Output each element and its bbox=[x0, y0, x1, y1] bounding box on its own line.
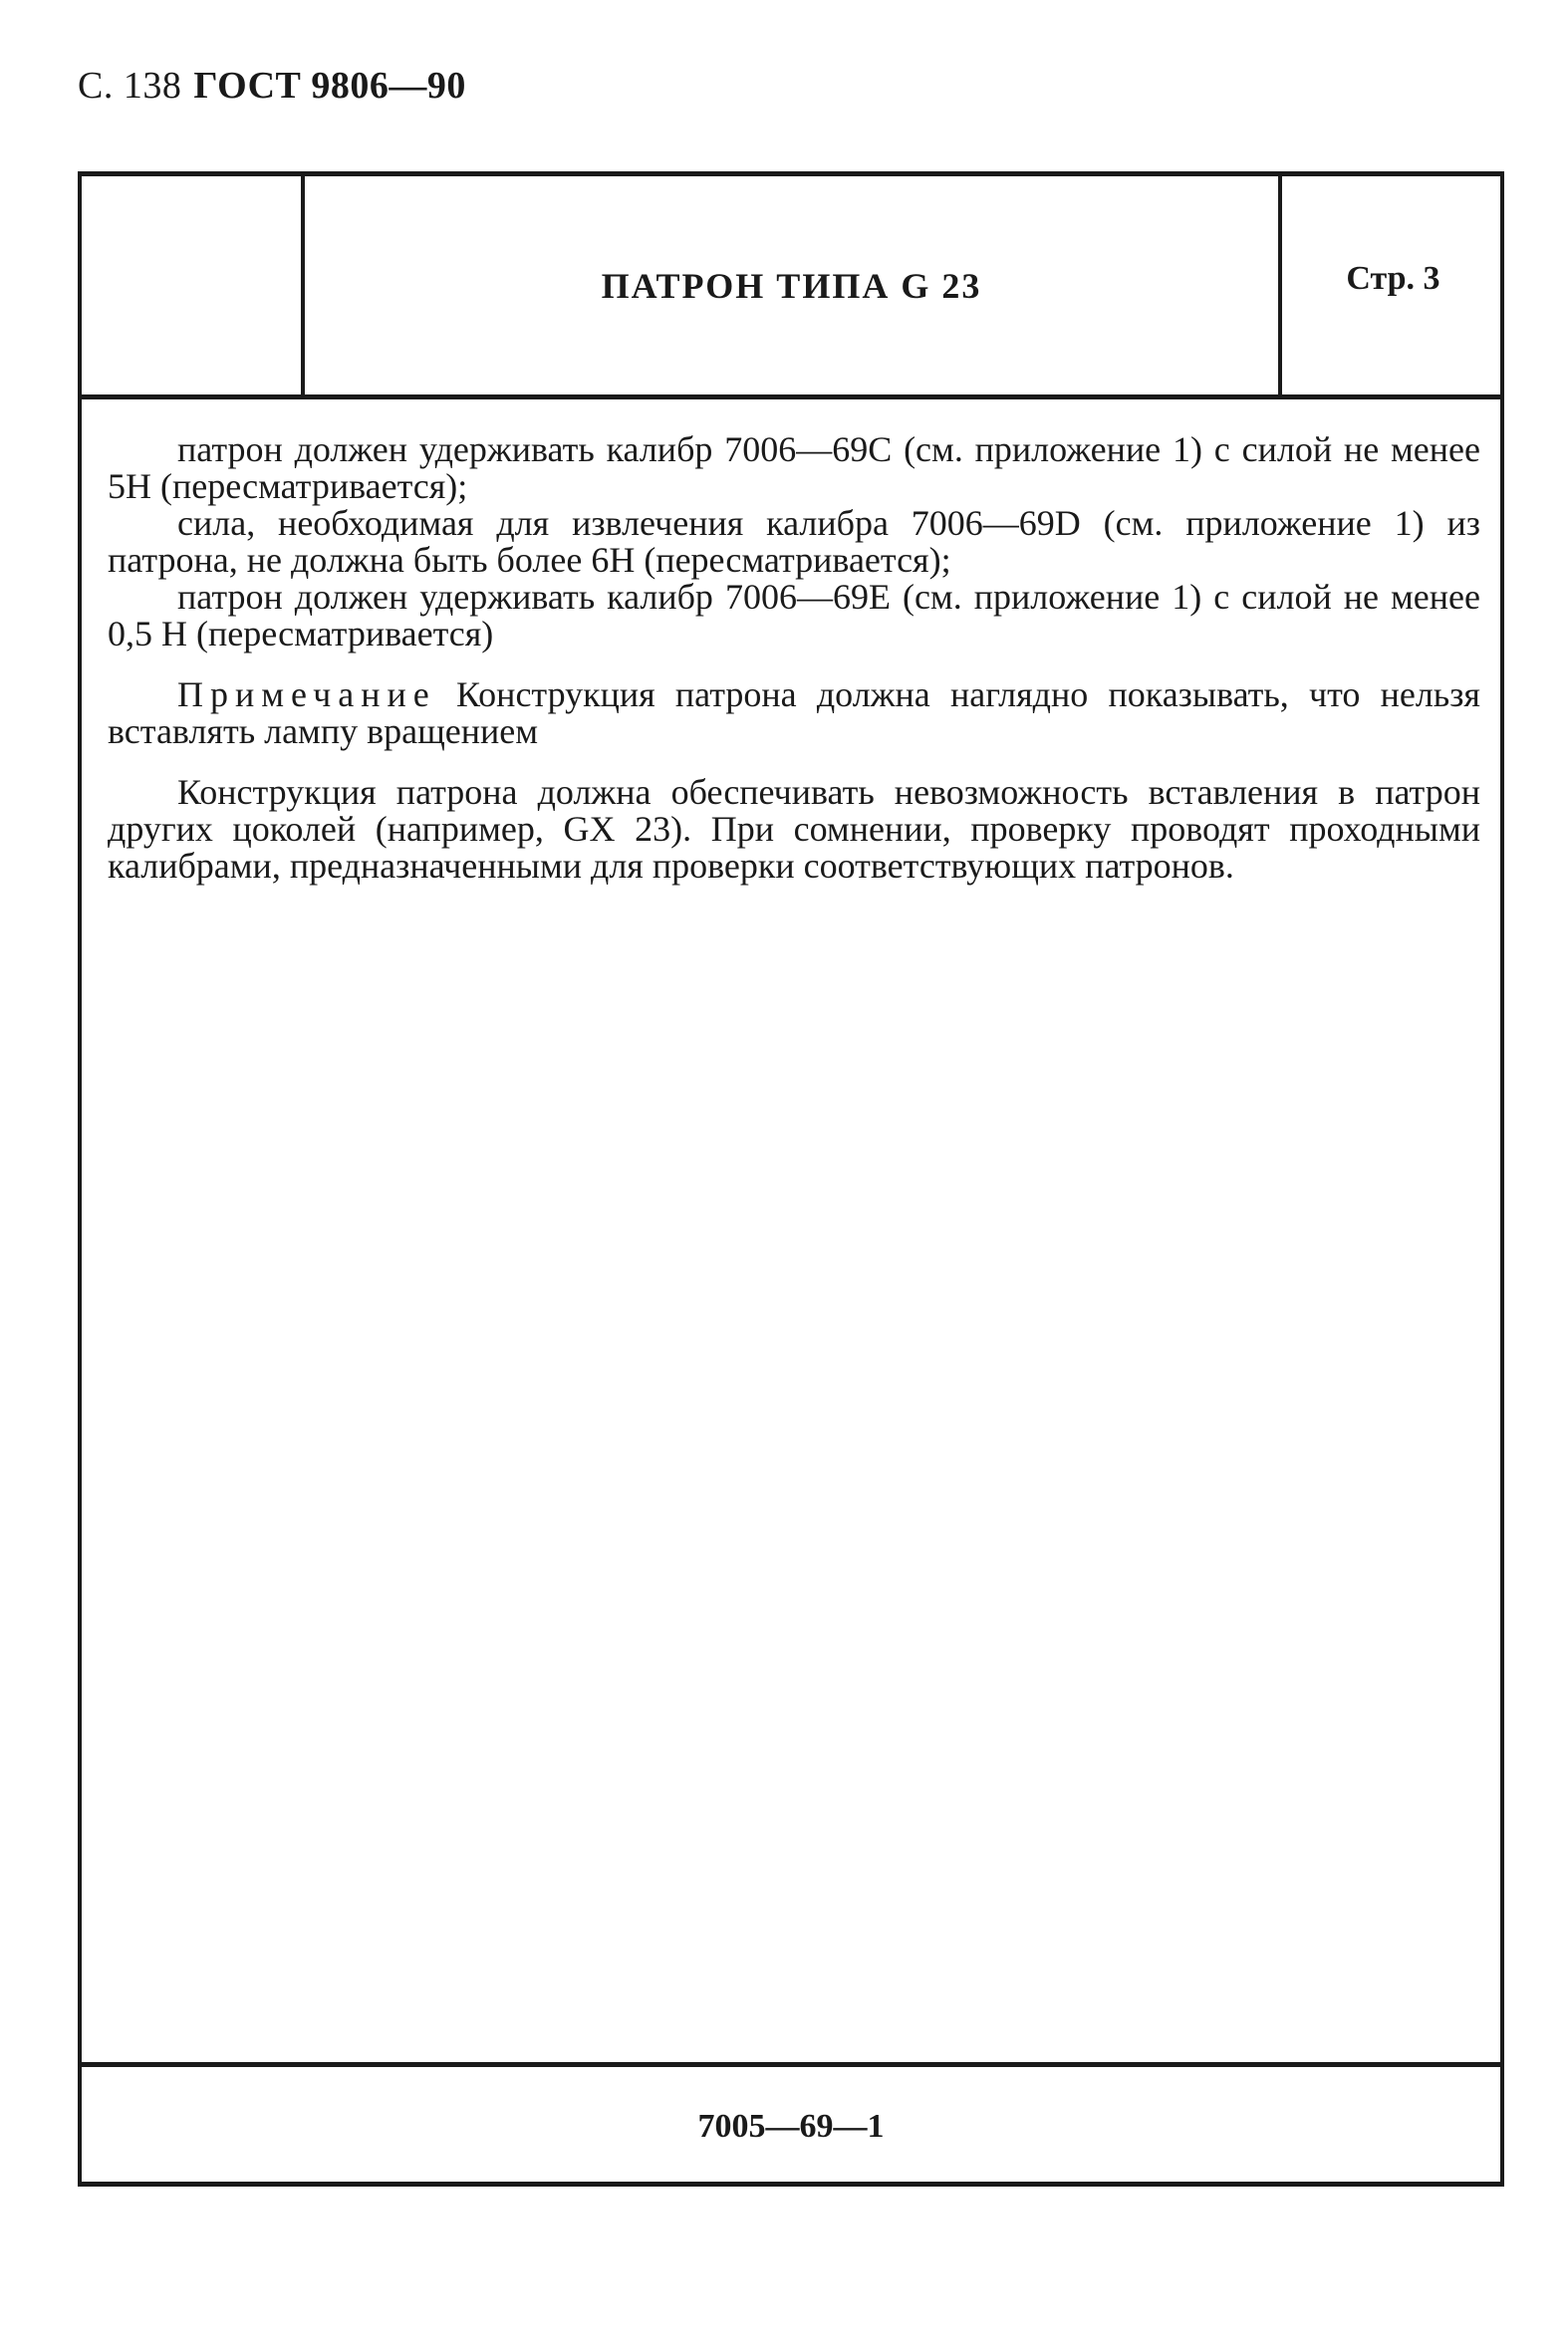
title-block bbox=[82, 176, 1500, 399]
running-header bbox=[78, 64, 466, 108]
standard-designation: ГОСТ 9806—90 bbox=[193, 65, 466, 107]
note-label: Примечание bbox=[177, 674, 436, 714]
note-paragraph bbox=[108, 676, 1480, 750]
sheet-number: Стр. 3 bbox=[1346, 259, 1440, 297]
footer-code: 7005—69—1 bbox=[82, 2062, 1500, 2182]
sheet-title: ПАТРОН ТИПА G 23 bbox=[305, 176, 1282, 394]
note-text: Конструкция патрона должна наглядно показывать, что нельзя вставлять лампу вращением bbox=[108, 674, 1480, 751]
paragraph: патрон должен удерживать калибр 7006—69С (см. приложение 1) с силой не менее 5Н (пересматривается); bbox=[108, 429, 1480, 506]
paragraph: сила, необходимая для извлечения калибра 7006—69D (см. приложение 1) из патрона, не должна быть более 6Н (пересматривается); bbox=[108, 503, 1480, 580]
paragraph: Конструкция патрона должна обеспечивать невозможность вставления в патрон других цоколей (например, GX 23). При сомнении, проверку проводят проходными калибрами, предназначенными для проверки соответствующих патронов. bbox=[108, 772, 1480, 886]
paragraph: патрон должен удерживать калибр 7006—69Е (см. приложение 1) с силой не менее 0,5 Н (пересматривается) bbox=[108, 577, 1480, 653]
sheet-frame bbox=[78, 171, 1504, 2187]
body-text bbox=[108, 431, 1480, 885]
title-block-blank-cell bbox=[82, 176, 305, 394]
page-number: С. 138 bbox=[78, 65, 182, 107]
